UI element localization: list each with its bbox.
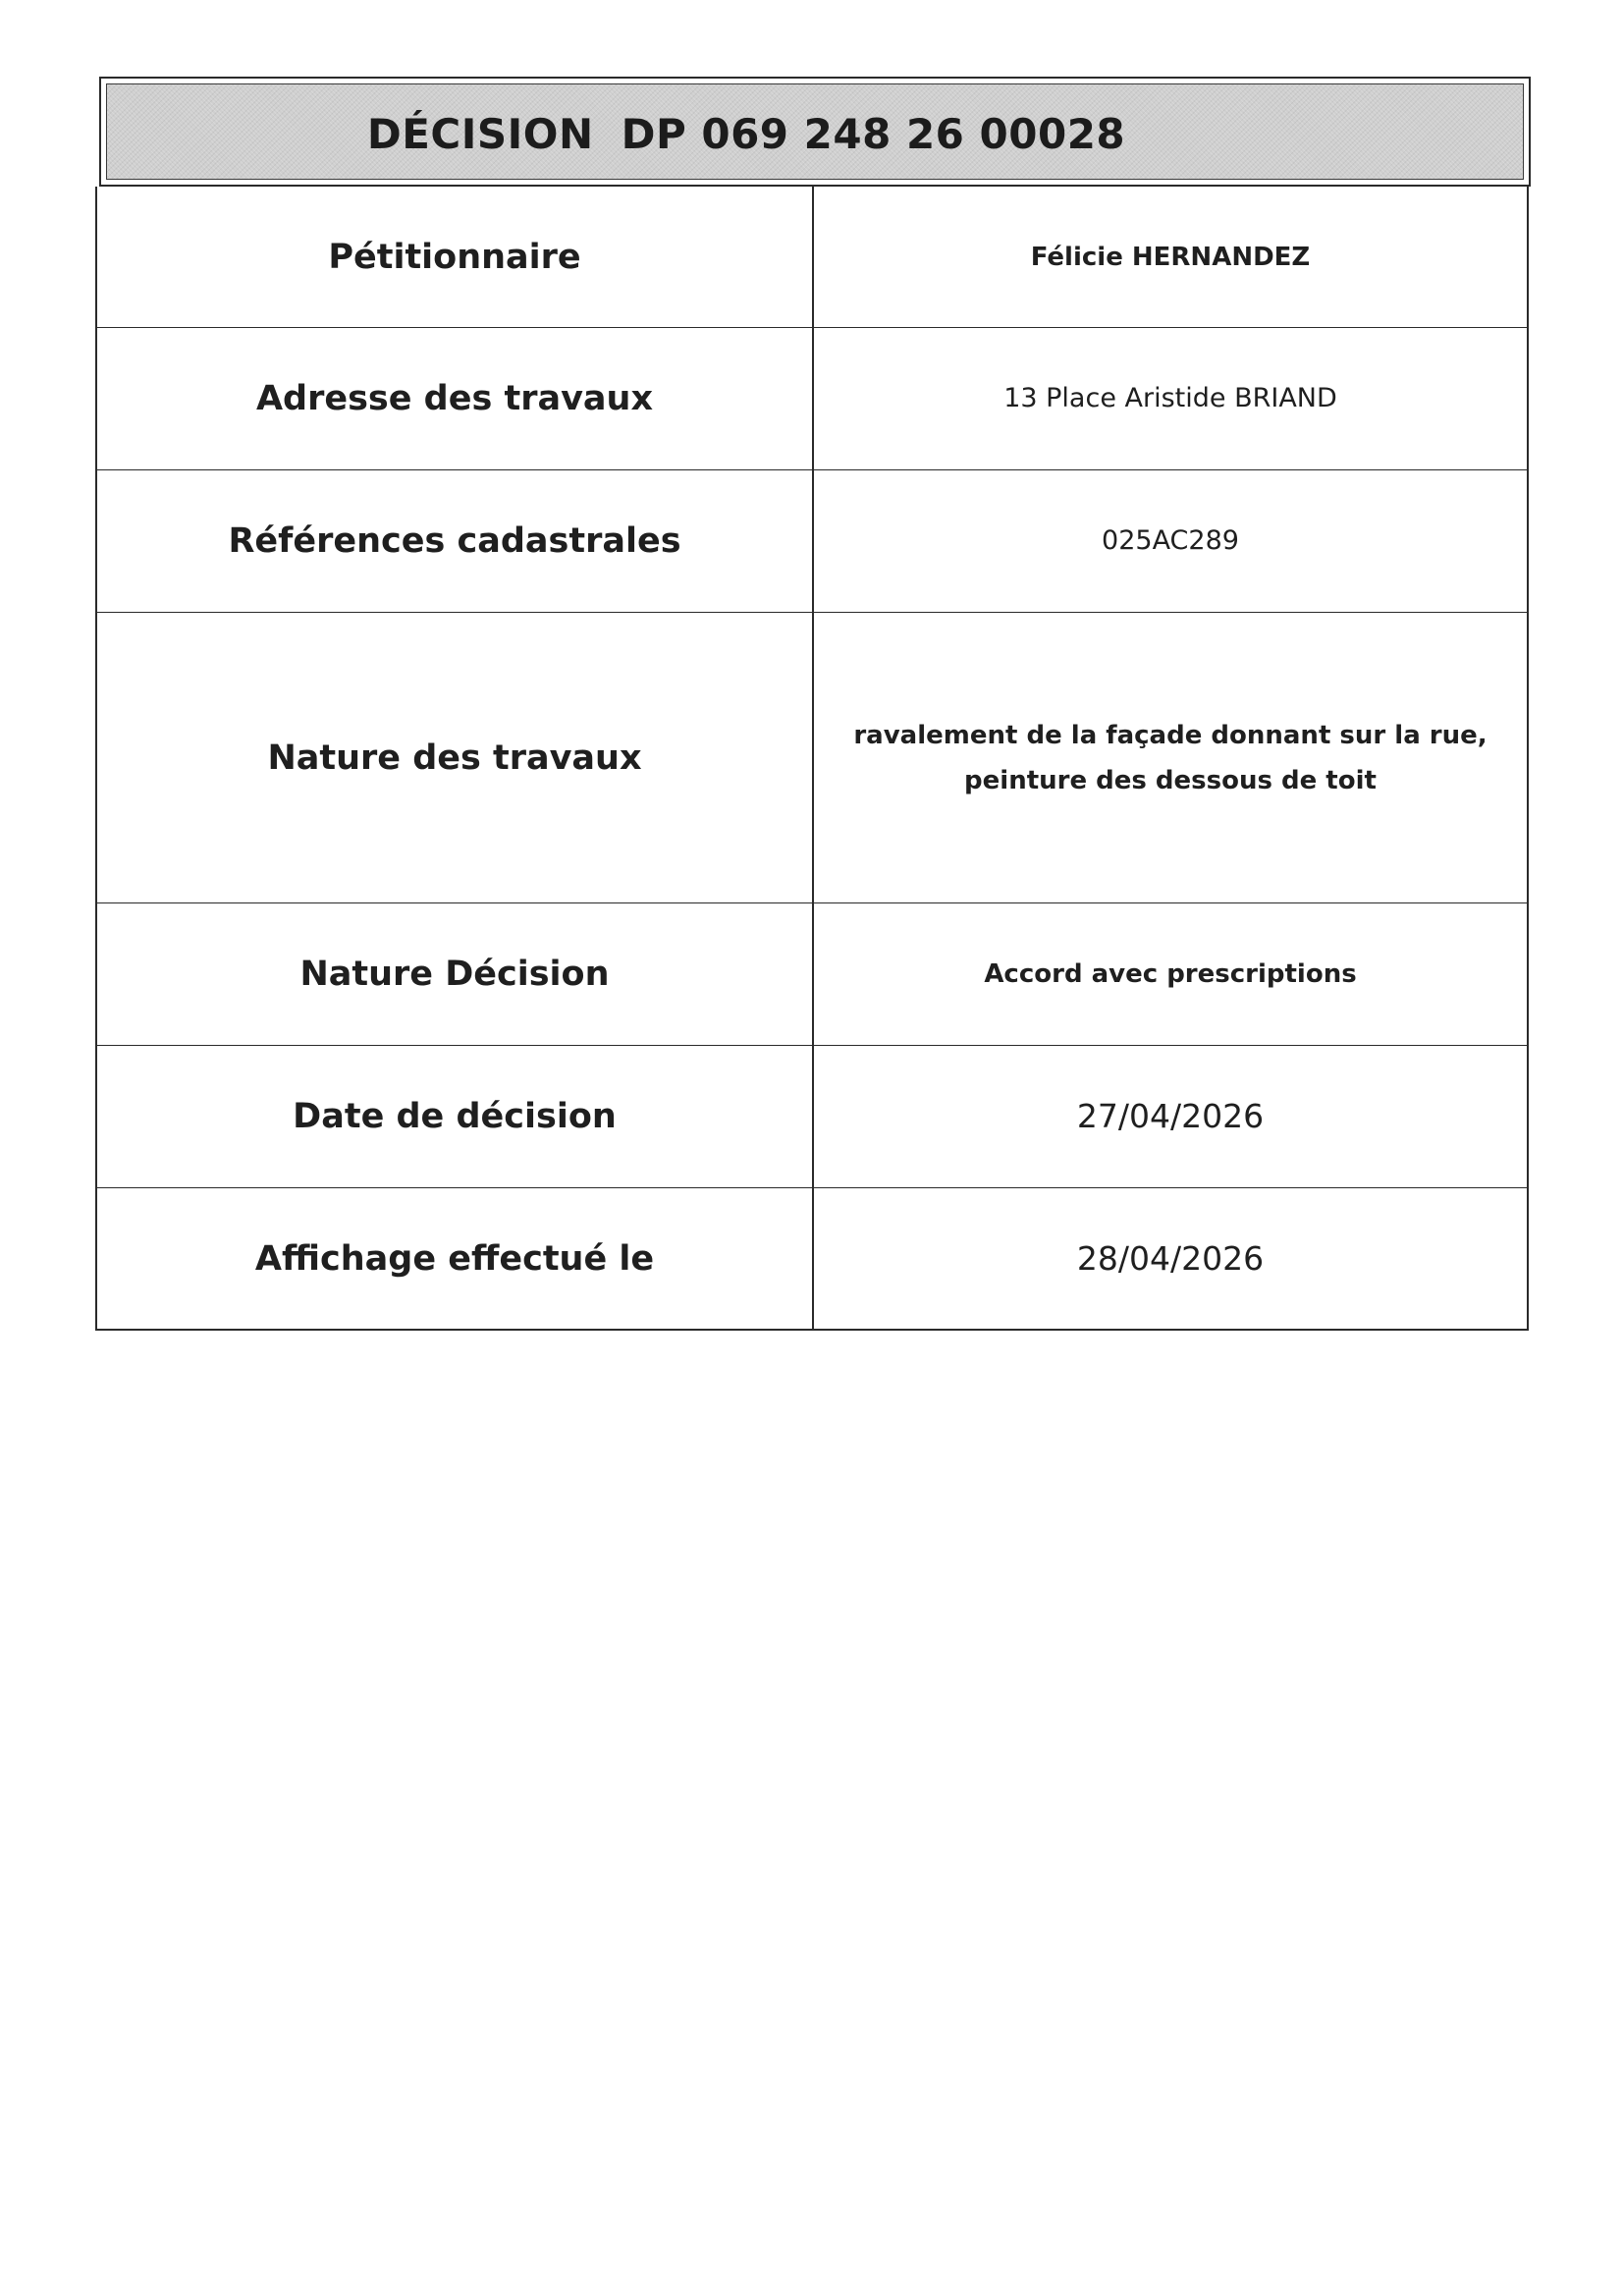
row-label-petitionnaire: Pétitionnaire: [97, 187, 814, 327]
table-row-date-decision: [97, 1045, 1527, 1187]
row-label-references-cadastrales: Références cadastrales: [97, 470, 814, 612]
table-row-references-cadastrales: [97, 469, 1527, 612]
decision-title-banner: [99, 77, 1531, 187]
decision-title: [367, 110, 1125, 158]
decision-title-box: [106, 83, 1524, 180]
row-value-nature-travaux: [814, 613, 1527, 902]
row-value-references-cadastrales: 025AC289: [1102, 525, 1239, 556]
row-value-adresse: 13 Place Aristide BRIAND: [1003, 383, 1337, 413]
row-label-nature-decision: Nature Décision: [97, 903, 814, 1045]
nature-travaux-line-1: ravalement de la façade donnant sur la rue,: [853, 720, 1488, 750]
row-value-petitionnaire: Félicie HERNANDEZ: [1030, 242, 1311, 272]
nature-travaux-line-2: peinture des dessous de toit: [964, 765, 1377, 795]
row-value-affichage: 28/04/2026: [1076, 1238, 1265, 1278]
row-label-affichage: Affichage effectué le: [97, 1188, 814, 1329]
row-label-adresse: Adresse des travaux: [97, 328, 814, 469]
row-label-nature-travaux: Nature des travaux: [97, 613, 814, 902]
row-label-date-decision: Date de décision: [97, 1046, 814, 1187]
decision-title-word: DÉCISION: [366, 109, 594, 158]
table-row-petitionnaire: [97, 187, 1527, 327]
row-value-nature-decision: Accord avec prescriptions: [984, 959, 1357, 989]
table-row-affichage: [97, 1187, 1527, 1329]
row-value-date-decision: 27/04/2026: [1076, 1097, 1265, 1135]
table-row-nature-decision: [97, 902, 1527, 1045]
decision-reference-number: DP 069 248 26 00028: [621, 109, 1126, 158]
table-row-nature-travaux: [97, 612, 1527, 902]
decision-details-table: [95, 187, 1529, 1331]
table-row-adresse: [97, 327, 1527, 469]
